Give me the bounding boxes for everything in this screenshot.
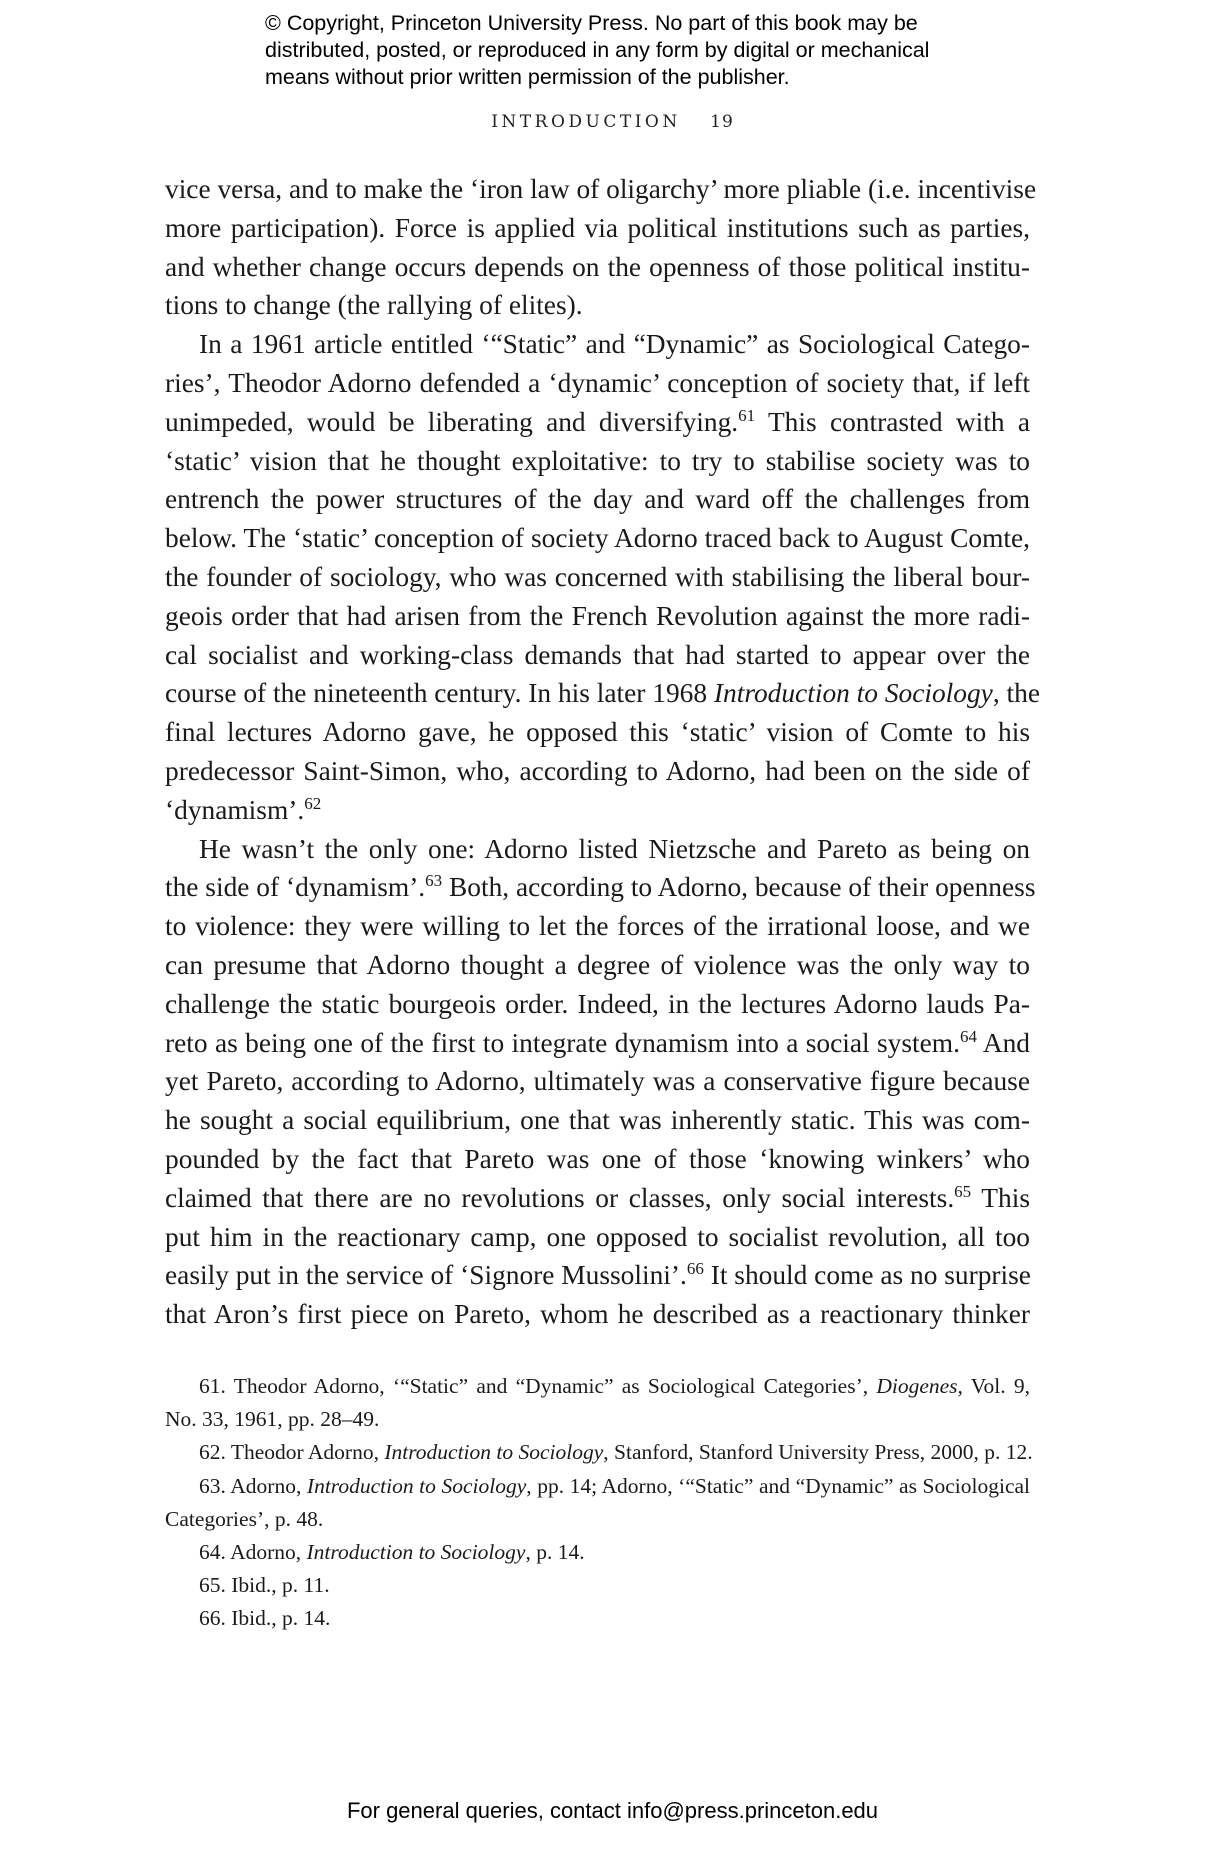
body-text-run: reto as being one of the first to integrate dynamism into a social system. (165, 1027, 960, 1058)
footnote-text: 62. Theodor Adorno, (199, 1440, 385, 1465)
footnote-61-continued: No. 33, 1961, pp. 28–49. (165, 1407, 380, 1432)
body-text-run: ‘dynamism’. (165, 794, 305, 825)
running-head-title: INTRODUCTION (491, 112, 681, 132)
body-line: In a 1961 article entitled ‘“Static” and “Dynamic” as Sociological Catego- (199, 329, 1030, 360)
body-line: challenge the static bourgeois order. Indeed, in the lectures Adorno lauds Pa- (165, 988, 1030, 1019)
footnote-64 (165, 1536, 1030, 1569)
body-line: geois order that had arisen from the French Revolution against the more radi- (165, 600, 1030, 631)
body-text (165, 170, 1041, 1334)
body-line: tions to change (the rallying of elites). (165, 290, 583, 321)
copyright-line: distributed, posted, or reproduced in any form by digital or mechanical (265, 38, 930, 62)
footnote-61 (165, 1370, 1030, 1403)
footnote-ref: 63 (425, 871, 443, 891)
body-line (165, 1179, 1030, 1218)
body-line: pounded by the fact that Pareto was one of those ‘knowing winkers’ who (165, 1143, 1030, 1174)
book-title: Introduction to Sociology (306, 1539, 526, 1564)
page-number: 19 (710, 112, 734, 132)
footnote-text: , pp. 14; Adorno, ‘“Static” and “Dynamic” as Sociological (526, 1473, 1031, 1498)
body-line (165, 674, 1041, 713)
body-line: can presume that Adorno thought a degree of violence was the only way to (165, 949, 1030, 980)
body-line: and whether change occurs depends on the openness of those political institu- (165, 251, 1030, 282)
body-text-run: unimpeded, would be liberating and diversifying. (165, 406, 739, 437)
body-line: put him in the reactionary camp, one opposed to socialist revolution, all too (165, 1221, 1030, 1252)
body-line: entrench the power structures of the day and ward off the challenges from (165, 484, 1030, 515)
body-line: to violence: they were willing to let the forces of the irrational loose, and we (165, 911, 1030, 942)
body-line: ries’, Theodor Adorno defended a ‘dynamic’ conception of society that, if left (165, 367, 1030, 398)
body-line: that Aron’s first piece on Pareto, whom he described as a reactionary thinker (165, 1299, 1030, 1330)
body-line: He wasn’t the only one: Adorno listed Nietzsche and Pareto as being on (199, 833, 1030, 864)
body-line: ‘static’ vision that he thought exploitative: to try to stabilise society was to (165, 445, 1030, 476)
copyright-line: means without prior written permission of the publisher. (265, 65, 790, 89)
footnote-text: 64. Adorno, (199, 1539, 307, 1564)
footnote-text: , Vol. 9, (957, 1374, 1030, 1398)
journal-title: Diogenes (876, 1374, 958, 1398)
body-line: vice versa, and to make the ‘iron law of oligarchy’ more pliable (i.e. incentivise (165, 174, 1037, 204)
body-line: he sought a social equilibrium, one that was inherently static. This was com- (165, 1105, 1030, 1136)
book-title: Introduction to Sociology (306, 1473, 527, 1498)
body-text-run: claimed that there are no revolutions or classes, only social interests. (165, 1182, 955, 1213)
body-line: the founder of sociology, who was concerned with stabilising the liberal bour- (165, 561, 1030, 592)
footnote-ref: 64 (959, 1026, 977, 1046)
body-text-run: Both, according to Adorno, because of their openness (442, 872, 1036, 903)
footnotes (165, 1370, 1033, 1636)
footnote-text: , p. 14. (525, 1539, 585, 1564)
body-line (165, 1024, 1030, 1063)
footnote-ref: 65 (954, 1181, 972, 1201)
copyright-notice (265, 10, 1025, 91)
footnote-text: 61. Theodor Adorno, ‘“Static” and “Dynamic” as Sociological Categories’, (199, 1374, 877, 1398)
body-text-run: , the (992, 678, 1041, 709)
footnote-63 (165, 1470, 1030, 1503)
footnote-ref: 61 (738, 405, 756, 425)
body-line (165, 791, 1030, 830)
body-line: final lectures Adorno gave, he opposed this ‘static’ vision of Comte to his (165, 717, 1030, 748)
book-title: Introduction to Sociology (384, 1440, 604, 1465)
footnote-65: 65. Ibid., p. 11. (199, 1573, 330, 1598)
body-text-run: And (976, 1027, 1030, 1058)
body-line: cal socialist and working-class demands that had started to appear over the (165, 639, 1030, 670)
body-line: yet Pareto, according to Adorno, ultimately was a conservative figure because (165, 1066, 1030, 1097)
body-line (165, 868, 1036, 907)
footnote-ref: 62 (304, 793, 322, 813)
body-text-run: the side of ‘dynamism’. (165, 872, 426, 903)
body-text-run: This (971, 1182, 1030, 1213)
body-text-run: easily put in the service of ‘Signore Mussolini’. (165, 1260, 687, 1291)
contact-notice: For general queries, contact info@press.princeton.edu (346, 1798, 879, 1823)
body-line (165, 403, 1030, 442)
book-title: Introduction to Sociology (713, 678, 993, 709)
body-line: below. The ‘static’ conception of society Adorno traced back to August Comte, (165, 523, 1030, 554)
footnote-62 (165, 1436, 1033, 1469)
footnote-ref: 66 (686, 1259, 704, 1279)
running-head (0, 112, 1225, 132)
footnote-63-continued: Categories’, p. 48. (165, 1506, 324, 1531)
copyright-line: © Copyright, Princeton University Press. No part of this book may be (265, 11, 918, 35)
body-text-run: course of the nineteenth century. In his later 1968 (165, 678, 714, 709)
footnote-66: 66. Ibid., p. 14. (199, 1606, 331, 1631)
body-line: more participation). Force is applied via political institutions such as parties, (165, 212, 1030, 243)
footnote-text: 63. Adorno, (199, 1473, 307, 1498)
body-line: predecessor Saint-Simon, who, according to Adorno, had been on the side of (165, 755, 1030, 786)
body-text-run: It should come as no surprise (703, 1260, 1031, 1291)
body-line (165, 1256, 1030, 1295)
footnote-text: , Stanford, Stanford University Press, 2000, p. 12. (603, 1440, 1033, 1465)
body-text-run: This contrasted with a (755, 406, 1030, 437)
